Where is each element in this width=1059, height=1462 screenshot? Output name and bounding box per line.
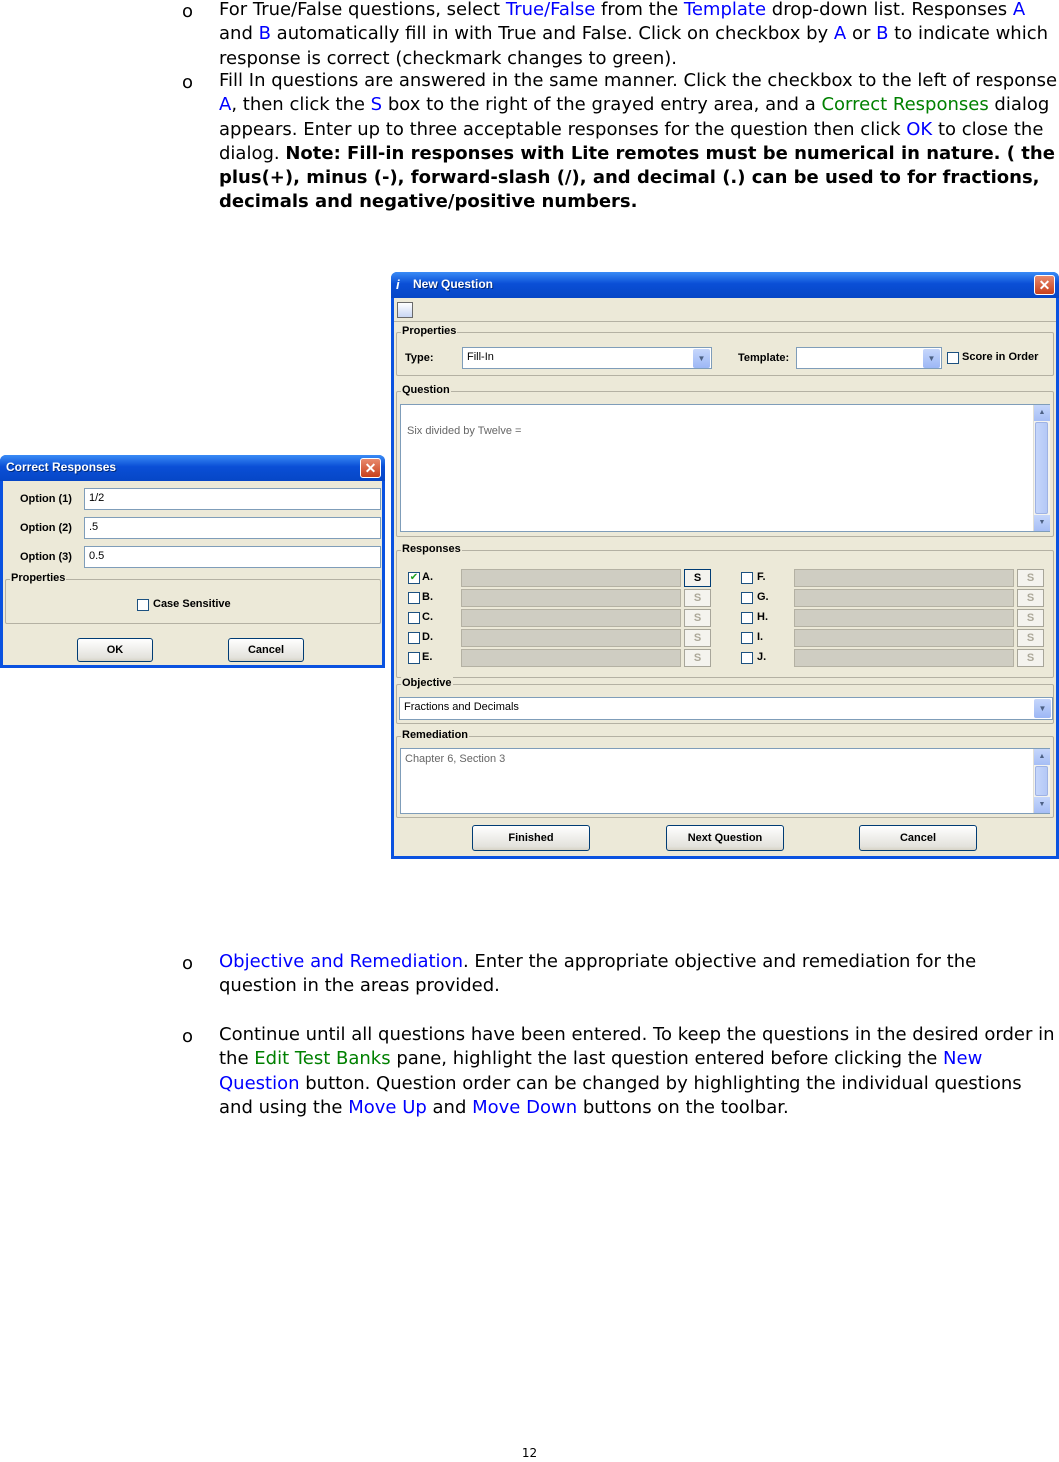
cancel-button[interactable]: Cancel: [228, 638, 304, 662]
objective-label: Objective: [402, 677, 452, 689]
response-entry[interactable]: [461, 589, 681, 607]
term-move-down: Move Down: [472, 1096, 578, 1118]
response-checkbox-b[interactable]: [408, 592, 420, 604]
info-icon: i: [396, 277, 400, 292]
properties-label: Properties: [402, 325, 457, 337]
question-label: Question: [402, 384, 450, 396]
properties-group: [396, 325, 1054, 376]
objective-value: Fractions and Decimals: [404, 701, 519, 713]
response-checkbox-j[interactable]: [741, 652, 753, 664]
response-entry[interactable]: [461, 649, 681, 667]
term-correct-responses: Correct Responses: [821, 94, 989, 116]
paragraph-continue: [219, 1023, 1059, 1120]
response-letter: I.: [757, 631, 764, 643]
text-run: or: [846, 23, 877, 45]
text-run: buttons on the toolbar.: [577, 1096, 789, 1118]
cancel-button[interactable]: Cancel: [859, 825, 977, 851]
response-letter: E.: [422, 651, 433, 663]
response-checkbox-d[interactable]: [408, 632, 420, 644]
bullet-marker: o: [182, 72, 194, 93]
term-ok: OK: [906, 118, 933, 140]
response-entry[interactable]: [461, 569, 681, 587]
response-checkbox-g[interactable]: [741, 592, 753, 604]
bullet-marker: o: [182, 1026, 194, 1047]
objective-group: [396, 677, 1054, 724]
option-2-label: Option (2): [20, 522, 72, 534]
term-edit-test-banks: Edit Test Banks: [254, 1048, 391, 1070]
correct-responses-dialog: [0, 455, 385, 668]
bullet-marker: o: [182, 953, 194, 974]
text-run: dialog appears. Enter up to three acceptable responses for the question then click: [219, 94, 1050, 140]
text-run: , then click the: [231, 94, 371, 116]
close-icon[interactable]: ✕: [360, 458, 381, 478]
dialog-title: Correct Responses: [6, 460, 117, 474]
note-text: Note: Fill-in responses with Lite remotes must be numerical in nature. ( the plus(+), minus (-), forward-slash (/), and decimal (.) can be used to for fractions, decimals and negative/positive numbers.: [219, 142, 1055, 213]
dialog-body: [394, 298, 1056, 856]
score-in-order-label: Score in Order: [962, 351, 1039, 363]
response-letter: A.: [422, 571, 433, 583]
next-question-button[interactable]: Next Question: [666, 825, 784, 851]
case-sensitive-label: Case Sensitive: [153, 598, 231, 610]
term-template: Template: [683, 0, 767, 20]
response-entry[interactable]: [794, 569, 1014, 587]
response-checkbox-i[interactable]: [741, 632, 753, 644]
response-letter: F.: [757, 571, 766, 583]
text-run: Fill In questions are answered in the same manner. Click the checkbox to the left of response: [219, 70, 1058, 91]
paragraph-true-false: [219, 0, 1059, 71]
text-run: drop-down list. Responses: [766, 0, 1013, 20]
text-run: Continue until all questions have been entered. To keep the questions in the desired order in the: [219, 1024, 1055, 1070]
response-checkbox-a[interactable]: ✔: [409, 572, 419, 583]
scroll-down-icon[interactable]: ▼: [1034, 797, 1050, 813]
text-run: For True/False questions, select: [219, 0, 506, 20]
chevron-down-icon: ▼: [693, 349, 710, 368]
response-checkbox-h[interactable]: [741, 612, 753, 624]
properties-label: Properties: [11, 572, 66, 584]
toolbar-divider: [394, 321, 1056, 322]
paragraph-objective: [219, 950, 1059, 999]
remediation-label: Remediation: [402, 729, 469, 741]
term-a: A: [1012, 0, 1026, 20]
option-2-field[interactable]: .5: [84, 517, 381, 539]
term-move-up: Move Up: [348, 1096, 427, 1118]
question-group: [396, 384, 1054, 537]
response-s-button[interactable]: S: [684, 629, 711, 647]
response-s-button[interactable]: S: [684, 609, 711, 627]
scroll-up-icon[interactable]: ▲: [1034, 405, 1050, 421]
option-3-field[interactable]: 0.5: [84, 546, 381, 568]
dialog-body: [3, 481, 382, 665]
response-letter: D.: [422, 631, 433, 643]
template-label: Template:: [738, 352, 790, 364]
response-s-button[interactable]: S: [1017, 589, 1044, 607]
objective-select[interactable]: [399, 697, 1053, 720]
term-a: A: [833, 23, 847, 45]
response-entry[interactable]: [461, 609, 681, 627]
response-letter: H.: [757, 611, 768, 623]
remediation-textarea[interactable]: [400, 748, 1050, 814]
scroll-down-icon[interactable]: ▼: [1034, 515, 1050, 531]
text-run: . Enter the appropriate objective and remediation for the question in the areas provided.: [219, 951, 977, 997]
text-run: to indicate which response is correct (checkmark changes to green).: [219, 23, 1049, 69]
text-run: from the: [595, 0, 684, 20]
ok-button[interactable]: OK: [77, 638, 153, 662]
response-checkbox-e[interactable]: [408, 652, 420, 664]
chevron-down-icon: ▼: [923, 349, 940, 368]
toolbar-edit-icon[interactable]: [397, 302, 413, 318]
new-question-dialog: [391, 272, 1059, 859]
text-run: box to the right of the grayed entry area, and a: [382, 94, 822, 116]
response-letter: B.: [422, 591, 433, 603]
term-b: B: [258, 23, 271, 45]
dialog-titlebar: [391, 272, 1059, 298]
response-checkbox-f[interactable]: [741, 572, 753, 584]
response-entry[interactable]: [461, 629, 681, 647]
response-s-button[interactable]: S: [1017, 609, 1044, 627]
case-sensitive-checkbox[interactable]: [137, 599, 149, 611]
type-value: Fill-In: [467, 351, 494, 363]
question-scrollbar[interactable]: [1033, 405, 1050, 531]
finished-button[interactable]: Finished: [472, 825, 590, 851]
type-select[interactable]: [462, 347, 712, 369]
text-run: button. Question order can be changed by highlighting the individual questions and using the: [219, 1072, 1022, 1118]
question-textarea[interactable]: [400, 404, 1050, 532]
scroll-thumb[interactable]: [1035, 422, 1048, 514]
response-letter: G.: [757, 591, 769, 603]
response-s-button[interactable]: S: [1017, 629, 1044, 647]
option-3-label: Option (3): [20, 551, 72, 563]
term-objective-remediation: Objective and Remediation: [219, 951, 463, 972]
response-s-button[interactable]: S: [1017, 649, 1044, 667]
type-label: Type:: [405, 352, 434, 364]
text-run: to close the dialog.: [219, 118, 1044, 164]
bullet-marker: o: [182, 1, 194, 22]
scroll-up-icon[interactable]: ▲: [1034, 749, 1050, 765]
score-in-order-checkbox[interactable]: [947, 352, 959, 364]
properties-group: [5, 572, 381, 624]
text-run: pane, highlight the last question entered before clicking the: [390, 1048, 944, 1070]
question-text: Six divided by Twelve =: [407, 425, 522, 437]
term-b: B: [876, 23, 889, 45]
response-entry[interactable]: [794, 609, 1014, 627]
remediation-group: [396, 729, 1054, 818]
term-new-question: New Question: [219, 1048, 983, 1094]
dialog-title: New Question: [413, 277, 494, 291]
text-run: automatically fill in with True and False. Click on checkbox by: [270, 23, 834, 45]
close-icon[interactable]: ✕: [1034, 275, 1055, 295]
response-entry[interactable]: [794, 589, 1014, 607]
term-s: S: [370, 94, 383, 116]
response-s-button[interactable]: S: [684, 569, 711, 587]
responses-group: [396, 543, 1054, 678]
term-a: A: [219, 94, 232, 116]
response-letter: C.: [422, 611, 433, 623]
remediation-scrollbar[interactable]: [1033, 749, 1050, 813]
scroll-thumb[interactable]: [1035, 766, 1048, 796]
remediation-text: Chapter 6, Section 3: [405, 753, 506, 765]
response-s-button[interactable]: S: [684, 589, 711, 607]
response-checkbox-c[interactable]: [408, 612, 420, 624]
response-entry[interactable]: [794, 649, 1014, 667]
text-run: and: [219, 23, 259, 45]
responses-label: Responses: [402, 543, 461, 555]
response-entry[interactable]: [794, 629, 1014, 647]
paragraph-fill-in: [219, 69, 1059, 215]
dialog-titlebar: [0, 455, 385, 481]
text-run: and: [426, 1096, 473, 1118]
option-1-label: Option (1): [20, 493, 72, 505]
template-select[interactable]: [796, 347, 942, 369]
response-s-button[interactable]: S: [1017, 569, 1044, 587]
page-number: 12: [521, 1446, 538, 1460]
option-1-field[interactable]: 1/2: [84, 488, 381, 510]
term-true-false: True/False: [505, 0, 596, 20]
response-s-button[interactable]: S: [684, 649, 711, 667]
response-letter: J.: [757, 651, 767, 663]
chevron-down-icon: ▼: [1034, 699, 1051, 718]
